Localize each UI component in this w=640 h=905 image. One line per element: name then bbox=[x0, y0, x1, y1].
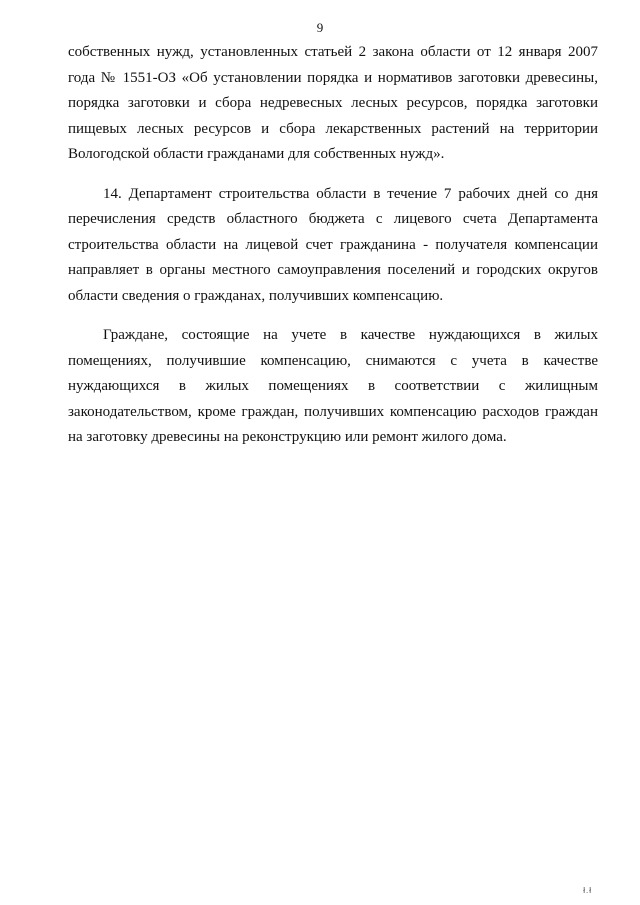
paragraph-continuation: собственных нужд, установленных статьей 2 закона области от 12 января 2007 года № 1551-ОЗ «Об установлении порядка и нормативов заготовки древесины, порядка заготовки и сбора недревесных лесных ресурсов, порядка заготовки пищевых лесных ресурсов и сбора лекарственных растений на территории Вологодской области гражданами для собственных нужд». bbox=[68, 44, 598, 162]
page-number: 9 bbox=[316, 20, 324, 35]
corner-mark: ł.ł bbox=[583, 886, 592, 895]
paragraph-registration-removal: Граждане, состоящие на учете в качестве нуждающихся в жилых помещениях, получившие компенсацию, снимаются с учета в качестве нуждающихся в жилых помещениях в соответствии с жилищным законодательством, кроме граждан, получивших компенсацию расходов граждан на заготовку древесины на реконструкцию или ремонт жилого дома. bbox=[68, 327, 598, 445]
paragraph-item-14: 14. Департамент строительства области в течение 7 рабочих дней со дня перечисления средств областного бюджета с лицевого счета Департамента строительства области на лицевой счет гражданина - получателя компенсации направляет в органы местного самоуправления поселений и городских округов области сведения о гражданах, получивших компенсацию. bbox=[68, 185, 598, 304]
document-body bbox=[68, 40, 598, 451]
